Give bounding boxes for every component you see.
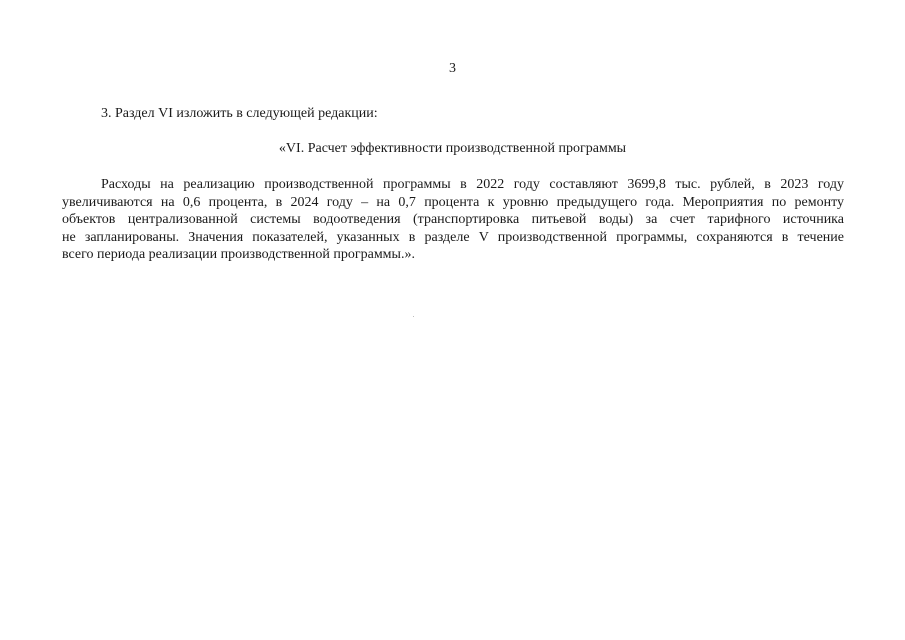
paragraph-line: не запланированы. Значения показателей, указанных в разделе V производственной программы, сохраняются в течение bbox=[62, 229, 844, 245]
paragraph-line: всего периода реализации производственной программы.». bbox=[62, 247, 415, 262]
body-paragraph bbox=[62, 176, 844, 264]
amendment-item-3: 3. Раздел VI изложить в следующей редакции: bbox=[101, 106, 378, 121]
paragraph-line: объектов централизованной системы водоотведения (транспортировка питьевой воды) за счет тарифного источника bbox=[62, 212, 844, 227]
paragraph-line: Расходы на реализацию производственной программы в 2022 году составляют 3699,8 тыс. рублей, в 2023 году bbox=[101, 177, 844, 192]
page-number: 3 bbox=[449, 61, 456, 76]
section-heading: «VI. Расчет эффективности производственной программы bbox=[278, 141, 627, 156]
paragraph-line: увеличиваются на 0,6 процента, в 2024 году – на 0,7 процента к уровню предыдущего года. Мероприятия по ремонту bbox=[62, 194, 844, 210]
scan-speck bbox=[413, 316, 414, 317]
